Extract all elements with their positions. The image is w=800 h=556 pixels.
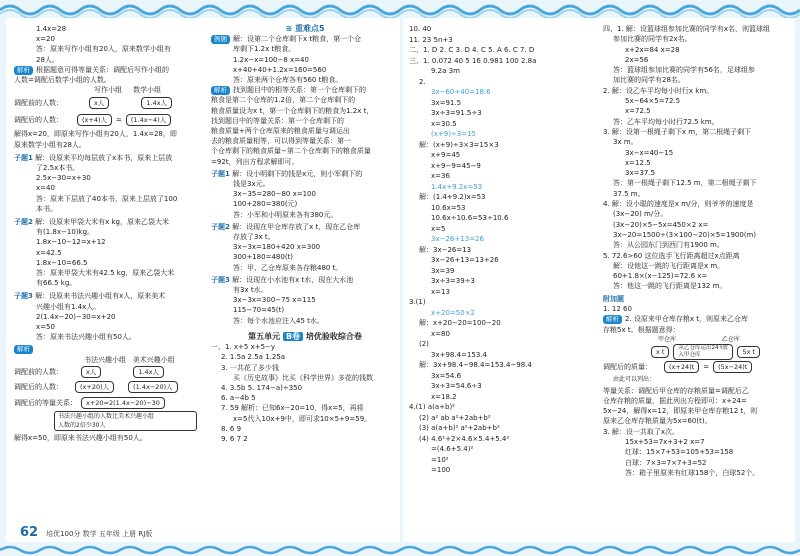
text-line: x=13: [431, 287, 450, 296]
text-line: 原来乙仓库存粮质量为5x=60(t)。: [603, 417, 712, 426]
equals-sign: =: [703, 363, 710, 372]
section-heading-text: 重难点5: [294, 24, 325, 33]
text-line: x=30.5: [431, 119, 457, 128]
diagram-row-label: 调配前的人数：: [14, 367, 63, 376]
text-line: 解：x+20−20=100−20: [419, 319, 501, 327]
text-line: 3x−20=1500÷(3×100−20)×5=1900(m): [613, 230, 757, 239]
text-line: 答：每个水池应注入45 t水。: [233, 316, 324, 325]
text-line: (2): [419, 340, 429, 348]
text-line: (3) a(a+b)² a²+2ab+b²: [419, 424, 500, 432]
text-line: 2.: [419, 77, 426, 86]
text-line: 解：设原来甲袋大米有x kg，原来乙袋大米: [35, 218, 169, 227]
equation-highlight: 1.4x+9.2x=53: [431, 182, 483, 191]
text-line: 2. 设原来甲仓库存粮x t，则原来乙仓库: [625, 315, 749, 324]
text-line: 2x=56: [625, 55, 649, 64]
text-line: x+40+40+1.2x=160=560: [233, 65, 327, 74]
sub-question-label: 子题3: [211, 275, 230, 284]
text-line: 300+180=480(t): [233, 253, 294, 262]
text-line: 3.(1): [409, 298, 426, 306]
diagram-row-label: 调配后的质量：: [603, 363, 652, 372]
diagram-label: 乙仓库: [721, 335, 740, 343]
text-line: 解：(1.4+9.2)x=53: [419, 193, 486, 201]
text-line: 买《历史故事》比买《科学世界》多花的钱数: [233, 373, 373, 382]
page-number: 62: [20, 525, 39, 540]
diagram-box: 1.4x人: [133, 366, 164, 378]
text-line: 库剩下1.2x t粮食。: [233, 45, 296, 54]
text-line: x=40: [36, 184, 55, 193]
analysis-tag: 解析: [603, 315, 622, 324]
text-line: x=72.5: [625, 107, 651, 116]
text-line: x+2x=84 x=28: [625, 45, 680, 54]
text-line: 答：甲、乙仓库原来各存粮480 t。: [233, 263, 343, 272]
text-line: 115−70=45(t): [233, 306, 285, 315]
text-line: =10²: [431, 455, 449, 464]
text-line: 找到题目中的等量关系：第一个仓库剩下的: [211, 116, 344, 125]
text-line: 4. 解：设小聪的速度是x m/分，则爷爷的速度是: [603, 200, 754, 209]
diagram-row-label: 调配后的等量关系：: [14, 398, 77, 407]
text-line: x=5: [431, 224, 446, 233]
diagram-label: 写作小组: [94, 86, 122, 95]
text-line: 白球：7×3=7×7+3=52: [625, 458, 707, 467]
diagram-box: (x+20)人: [75, 381, 114, 393]
text-line: 解得x=20，即原来写作小组有20人，1.4x=28，即: [14, 130, 177, 139]
text-line: 一、1. x+5 x+5−y: [211, 343, 276, 352]
text-line: x=5代入10x+9中，即可求10×5+9=59。: [233, 414, 372, 423]
text-line: (2) a² ab a²+2ab+b²: [419, 413, 491, 422]
sub-question-label: 子题1: [211, 169, 230, 178]
text-line: 解：设小明剩下的钱是x元，则小军剩下的: [232, 169, 363, 178]
equation-highlight: x+20=50×2: [431, 308, 476, 317]
text-line: 60+1.8×(x−125)=72.6 x=: [613, 272, 708, 281]
text-line: 3x=91.5: [431, 98, 462, 107]
column-4: [603, 24, 791, 478]
example-tag: 例题: [211, 35, 230, 44]
text-line: 3x=37.5: [625, 169, 656, 178]
text-line: 解：设原来书法兴趣小组有x人，原来美术: [35, 292, 166, 301]
text-line: 3x÷3=39÷3: [431, 277, 476, 285]
text-line: 参加比赛的同学有2x名。: [613, 35, 692, 44]
text-line: 答：原来下层放了40本书，原来上层放了100: [36, 194, 178, 203]
text-line: 存放了3x t。: [233, 233, 275, 242]
equation-highlight: (x+9)÷3=15: [431, 130, 477, 138]
text-line: 3. 一共花了多少钱: [221, 363, 279, 372]
extra-section-heading: 附加题: [603, 294, 624, 303]
unit-subtitle: 培优验收综合卷: [305, 331, 362, 341]
text-line: 粮食质量设为x t，第一个仓库剩下的粮食为1.2x t，: [211, 106, 374, 115]
text-line: 人数=调配后数学小组的人数。: [14, 76, 111, 85]
text-line: 答：小军和小明原来各有380元。: [233, 210, 338, 219]
text-line: x=80: [431, 329, 450, 338]
text-line: 5x−24，解得x=12，即原来甲仓库存粮12 t，则: [603, 407, 758, 416]
column-2: [211, 24, 399, 444]
sub-question-label: 子题3: [14, 292, 33, 301]
text-line: x=42.5: [36, 248, 62, 257]
column-1: [14, 24, 199, 443]
text-line: 1.8x−10=66.5: [36, 258, 88, 267]
footer-text: 培优100分 数学 五年级 上册 RJ版: [46, 530, 153, 538]
text-line: 3x−3x=300−75 x=115: [233, 296, 316, 305]
text-line: 钱是3x元。: [233, 180, 270, 189]
text-line: 1.8x−10−12=x+12: [36, 238, 106, 247]
text-line: 答：篮球组参加比赛的同学有56名，足球组参: [613, 66, 755, 75]
text-line: 5. 72.6>60 这位选手飞行距离超过x点距离: [603, 251, 740, 260]
text-line: 有(1.8x−10)kg。: [36, 228, 95, 237]
diagram-box: x人: [89, 97, 109, 109]
equals-sign: =: [116, 116, 122, 125]
sub-question-label: 子题2: [211, 222, 230, 231]
text-line: 3x=39: [431, 266, 455, 275]
text-line: 加比赛的同学有28名。: [613, 76, 685, 85]
text-line: 本书。: [36, 204, 57, 213]
text-line: 10.6x=53: [431, 203, 466, 212]
equation-highlight: 3x−26+13=26: [431, 235, 484, 243]
text-line: 去的粮食质量相等，可以得到等量关系：第一: [211, 137, 351, 146]
text-line: 4. 3.5b 5. 174−a)÷350: [221, 383, 303, 392]
text-line: 10.6x÷10.6=53÷10.6: [431, 214, 509, 222]
wave-icon: ≋: [285, 24, 293, 33]
unit-title: [211, 332, 399, 342]
unit-title-text: 第五单元: [248, 331, 281, 341]
text-line: 根据题意可得等量关系：调配后写作小组的: [36, 65, 169, 74]
text-line: 8. 6 9: [221, 424, 242, 433]
text-line: 答：原来书法兴趣小组有50人。: [36, 333, 136, 342]
text-line: 9.2a 3m: [431, 67, 460, 75]
column-3: [409, 24, 594, 476]
text-line: 由此可以列出：: [613, 376, 656, 384]
text-line: =92t，列出方程求解即可。: [211, 157, 299, 166]
text-line: 答：他这一跳的飞行距离是132 m。: [613, 282, 727, 291]
diagram-box: 5x t: [737, 346, 760, 358]
text-line: 3x+98.4=153.4: [431, 350, 487, 359]
text-line: 4.(1) a(a+b)²: [409, 403, 455, 411]
analysis-tag: 解析: [211, 86, 230, 95]
text-line: 9. 6 7 2: [221, 434, 248, 443]
text-line: 三、1. 0.072 40 5 16 0.981 100 2.8a: [409, 56, 537, 65]
text-line: 答：从公园东门到西门有1900 m。: [613, 241, 724, 250]
text-line: 存粮5x t。根据题意得：: [603, 325, 680, 334]
text-line: 解：(x+9)÷3×3=15×3: [419, 140, 499, 149]
sub-question-label: 子题2: [14, 218, 33, 227]
text-line: 找到题目中的相等关系：第一个仓库剩下的: [233, 86, 366, 95]
text-line: 兴趣小组有1.4x人。: [36, 302, 101, 311]
text-line: 2.5x−30=x+30: [36, 174, 91, 183]
diagram-box: (5x−24)t: [713, 361, 752, 373]
text-line: 红球：15×7+53=105+53=158: [625, 448, 734, 457]
text-line: 个仓库剩下的粮食质量−第二个仓库剩下的粮食质量: [211, 147, 371, 156]
unit-badge: B卷: [283, 332, 303, 341]
text-line: 解：设他这一跳的飞行距离是x m。: [613, 261, 725, 270]
text-line: 解：设现在小水池有x t水，现在大水池: [232, 275, 354, 284]
diagram-box: x人: [81, 366, 101, 378]
diagram-box: (1.4x−20)人: [128, 381, 177, 393]
diagram-box: (1.4x−4)人: [126, 114, 171, 126]
diagram-box: (x+24)t: [664, 361, 699, 373]
text-line: 1. 12 60: [603, 305, 632, 314]
wave-border-bottom: [0, 544, 800, 556]
text-line: 7. 59 解析：已知6x−20=10，得x=5，再将: [221, 404, 364, 413]
text-line: =100: [431, 466, 451, 474]
diagram-label: 美术兴趣小组: [132, 355, 175, 364]
text-line: 答：乙车平均每小时行72.5 km。: [613, 117, 719, 126]
text-line: 仓库存粮的质量，据此列出方程即可：x+24=: [603, 396, 747, 405]
analysis-tag: 解析: [14, 345, 33, 354]
diagram-label: 书法兴趣小组: [84, 355, 126, 364]
analysis-tag: 解析: [14, 66, 33, 75]
text-line: (3x−20)×5−5x=450×2 x=: [613, 220, 709, 229]
text-line: 28人。: [36, 55, 59, 64]
text-line: 3x m。: [613, 138, 638, 147]
text-line: 3x÷3=91.5÷3: [431, 109, 482, 117]
text-line: 10. 40: [409, 25, 432, 33]
diagram-label: 数学小组: [133, 86, 162, 95]
text-line: 3x−x=40−15: [625, 148, 674, 157]
text-line: 答：原来写作小组有20人，原来数学小组有: [36, 45, 171, 54]
right-page: [403, 18, 795, 542]
text-line: x=18.2: [431, 392, 457, 401]
text-line: (3x−20) m/分。: [613, 210, 668, 219]
text-line: 有3x t水。: [233, 286, 268, 295]
text-line: 了2.5x本书。: [36, 164, 80, 173]
text-line: 答：第一根绳子剩下12.5 m，第二根绳子剩下: [613, 179, 757, 188]
text-line: 3x−26+13=13+26: [431, 256, 499, 264]
diagram-row-label: 调配后的人数：: [14, 116, 63, 125]
text-line: 四、1. 解：设篮球组参加比赛的同学有x名，则篮球组: [603, 25, 771, 33]
text-line: 答：原来两个仓库各有560 t粮食。: [233, 76, 343, 85]
text-line: 2. 解：设乙车平均每小时行x km。: [603, 86, 714, 95]
text-line: 3x−3x=180+420 x=300: [233, 243, 321, 252]
text-line: 解：3x+98.4−98.4=153.4−98.4: [419, 361, 532, 369]
page-footer: [20, 525, 152, 540]
text-line: 5x−64×5=72.5: [625, 97, 681, 106]
text-line: 2(1.4x−20)−30=x+20: [36, 312, 116, 321]
text-line: 11. 23 5n+3: [409, 35, 453, 44]
text-line: (4) 4.6²+2×4.6×5.4+5.4²: [419, 434, 510, 443]
diagram-box: x t: [651, 346, 669, 358]
text-line: 3. 解：设第一根绳子剩下x m，第二根绳子剩下: [603, 127, 752, 136]
equation-highlight: 3x−60+40=18.6: [431, 88, 491, 96]
diagram-box: 1.4x人: [141, 97, 172, 109]
section-heading: [211, 24, 399, 34]
text-line: x=36: [431, 172, 450, 180]
text-line: 二、1. D 2. C 3. D 4. C 5. A 6. C 7. D: [409, 46, 535, 54]
text-line: 粮食质量+两个仓库原来的粮食质量与调运出: [211, 127, 350, 136]
text-line: 粮食是第二个仓库的1.2倍，第二个仓库剩下的: [211, 96, 356, 105]
text-line: x=20: [36, 35, 55, 44]
text-line: 37.5 m。: [613, 189, 645, 198]
text-line: 2. 1.5a 2.5a 1.25a: [221, 353, 286, 362]
diagram-row-label: 调配前的人数：: [14, 99, 63, 108]
text-line: 15x+53=7x+3+2 x=7: [625, 437, 705, 446]
text-line: 1.2x−x=100−8 x=40: [233, 55, 309, 64]
text-line: 3. 解：设一共取了x次。: [603, 427, 680, 436]
text-line: 答：箱子里原来有红球158个，白球52个。: [625, 468, 760, 477]
text-line: x+9=45: [431, 151, 461, 159]
text-line: 解：设第二个仓库剩下x t粮食，第一个仓: [233, 35, 362, 44]
diagram-box: (x+4)人: [77, 114, 112, 126]
text-line: x=50: [36, 323, 55, 332]
diagram-label: 甲仓库: [658, 335, 677, 343]
text-line: 原来数学小组有28人。: [14, 140, 86, 149]
text-line: 3x−35=280−80 x=100: [233, 190, 316, 199]
text-line: 1.4x=28: [36, 25, 67, 33]
diagram-transfer-box: 从乙仓库运出24 t放入甲仓库: [673, 344, 733, 360]
text-line: =(4.6+5.4)²: [431, 445, 474, 453]
text-line: x=12.5: [625, 158, 651, 167]
text-line: x+9−9=45−9: [431, 161, 481, 170]
left-page: [6, 18, 400, 542]
text-line: 6. a−4b 5: [221, 394, 256, 403]
text-line: 答：原来甲袋大米有42.5 kg，原来乙袋大米: [36, 269, 175, 278]
diagram-equation: x+20=2(1.4x−20)−30: [81, 397, 165, 409]
text-line: 100+280=380(元): [233, 200, 298, 209]
diagram-note: 人数的2倍少30人: [58, 421, 106, 429]
text-line: 解：设现在甲仓库存放了x t，现在乙仓库: [232, 222, 361, 231]
diagram-row-label: 调配后的人数：: [14, 382, 63, 391]
text-line: 解：设原来平均每层放了x本书，原来上层放: [35, 153, 173, 162]
text-line: 3x=54.6: [431, 371, 462, 380]
wave-border-top: [0, 0, 800, 20]
text-line: 解得x=50，即原来书法兴趣小组有50人。: [14, 433, 147, 442]
text-line: 解：3x−26=13: [419, 245, 472, 254]
sub-question-label: 子题1: [14, 153, 33, 162]
text-line: 有66.5 kg。: [36, 279, 77, 288]
text-line: 等量关系：调配后甲仓库的存粮质量=调配后乙: [603, 386, 749, 395]
diagram-note: 书法兴趣小组的人数比美术兴趣小组: [58, 412, 155, 420]
text-line: 3x÷3=54.6÷3: [431, 382, 482, 390]
